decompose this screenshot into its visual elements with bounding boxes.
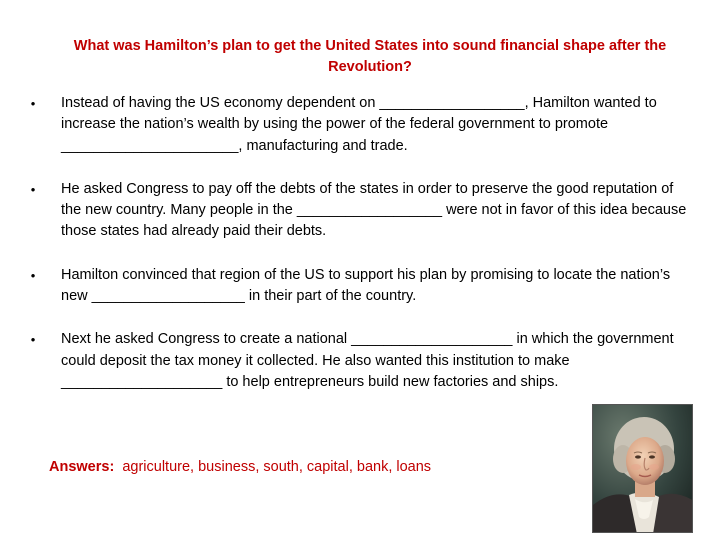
portrait-painting — [593, 405, 693, 533]
bullet-marker: • — [30, 96, 36, 111]
bullet-list — [28, 93, 688, 415]
slide-title: What was Hamilton’s plan to get the United States into sound financial shape after the Revolution? — [73, 38, 667, 75]
hamilton-portrait — [592, 404, 693, 533]
bullet-text: He asked Congress to pay off the debts of the states in order to preserve the good reputation of the new country. Many people in the __________________ were not in favor of this idea because those states had already paid their debts. — [61, 180, 687, 240]
bullet-marker: • — [30, 332, 36, 348]
bullet-marker: • — [30, 267, 36, 283]
bullet-marker: • — [30, 181, 36, 197]
bullet-text: Hamilton convinced that region of the US to support his plan by promising to locate the nation’s new ___________________ in their part of the country. — [61, 266, 671, 305]
answers-line — [49, 457, 431, 477]
bullet-item — [28, 93, 688, 157]
bullet-item — [28, 329, 688, 393]
answers-label: Answers: — [49, 459, 115, 475]
bullet-text: Instead of having the US economy dependent on __________________, Hamilton wanted to increase the nation’s wealth by using the power of the federal government to promote ______________________, manufacturing and trade. — [61, 95, 657, 154]
answers-list: agriculture, business, south, capital, bank, loans — [122, 459, 432, 475]
bullet-item — [28, 265, 688, 308]
bullet-item — [28, 179, 688, 243]
bullet-text: Next he asked Congress to create a national ____________________ in which the government could deposit the tax money it collected. He also wanted this institution to make ____________________ to help entrepreneurs build new factories and ships. — [61, 331, 674, 390]
